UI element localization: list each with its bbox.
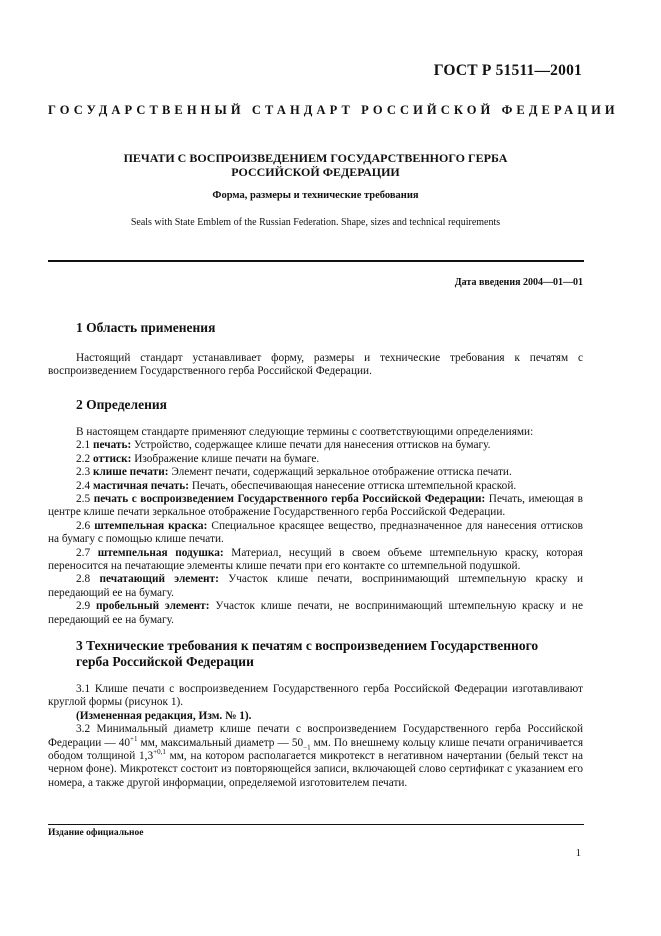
definition-number: 2.3	[76, 466, 91, 479]
edition-label: Издание официальное	[48, 828, 144, 838]
section-1-body	[48, 352, 583, 379]
definition-term: клише печати:	[92, 466, 169, 479]
section-3-heading	[76, 638, 538, 670]
text-run: мм, на котором располагается микротекст в негативном начертании (белый текст на черном фоне). Микротекст состоит из повторяющейся записи, включающей слово сертификат с указанием его номера, а также другой информации, определяемой изготовителем печати.	[48, 750, 583, 789]
tolerance-superscript: +0,1	[153, 748, 166, 757]
definition-term: штемпельная краска:	[94, 519, 208, 532]
paragraph: 3.1 Клише печати с воспроизведением Государственного герба Российской Федерации изготавливают круглой формы (рисунок 1).	[48, 683, 583, 709]
definition-text: Элемент печати, содержащий зеркальное отображение оттиска печати.	[171, 466, 512, 479]
document-title	[48, 151, 583, 179]
definition-item	[48, 453, 583, 466]
paragraph	[48, 723, 583, 790]
introduction-date: Дата введения 2004—01—01	[454, 277, 583, 288]
definition-text: Печать, обеспечивающая нанесение оттиска штемпельной краской.	[191, 479, 517, 492]
definition-text: Устройство, содержащее клише печати для нанесения оттисков на бумагу.	[134, 439, 491, 452]
section-2-body	[48, 426, 583, 627]
definition-term: оттиск:	[92, 452, 132, 465]
text-run: 3.2 Минимальный диаметр клише печати с воспроизведением Государственного герба Российской Федерации — 40	[48, 723, 583, 749]
definition-text: Участок клише печати, воспринимающий штемпельную краску и передающий ее на бумагу.	[48, 573, 584, 599]
definition-text: Участок клише печати, не воспринимающий штемпельную краску и не передающий ее на бумагу.	[48, 600, 583, 626]
tolerance-superscript: +1	[130, 734, 138, 743]
definition-item	[48, 480, 583, 493]
definition-term: печать с воспроизведением Государственного герба Российской Федерации:	[93, 493, 486, 506]
definition-text: Изображение клише печати на бумаге.	[134, 452, 320, 465]
tolerance-subscript: −1	[303, 742, 311, 751]
section-3-body	[48, 683, 583, 790]
definition-number: 2.9	[76, 600, 91, 613]
paragraph: Настоящий стандарт устанавливает форму, размеры и технические требования к печатям с воспроизведением Государственного герба Российской Федерации.	[48, 352, 583, 378]
definition-term: штемпельная подушка:	[97, 546, 224, 559]
definition-number: 2.6	[76, 519, 91, 532]
paragraph: В настоящем стандарте применяют следующие термины с соответствующими определениями:	[76, 426, 534, 438]
definition-term: пробельный элемент:	[95, 600, 210, 613]
definition-number: 2.4	[76, 479, 91, 492]
title-line-2: РОССИЙСКОЙ ФЕДЕРАЦИИ	[231, 165, 400, 179]
definition-text: Материал, несущий в своем объеме штемпельную краску, которая переносится на печатающие элементы клише печати при его контакте со штемпельной подушкой.	[48, 546, 583, 573]
definition-number: 2.7	[76, 546, 91, 559]
text-run: мм, максимальный диаметр — 50	[137, 736, 304, 749]
amendment-note: (Измененная редакция, Изм. № 1).	[76, 709, 252, 722]
definition-item	[48, 439, 583, 452]
definition-term: печатающий элемент:	[99, 573, 219, 586]
definition-term: печать:	[92, 439, 132, 452]
definition-text: Специальное красящее вещество, предназначенное для нанесения оттисков на бумагу с помощью клише печати.	[48, 519, 583, 546]
definition-text: Печать, имеющая в центре клише печати зеркальное отображение Государственного герба Российской Федерации.	[48, 493, 583, 519]
definition-item	[48, 520, 583, 547]
title-line-1: ПЕЧАТИ С ВОСПРОИЗВЕДЕНИЕМ ГОСУДАРСТВЕННОГО ГЕРБА	[123, 151, 508, 165]
section-3-heading-line-1: 3 Технические требования к печатям с воспроизведением Государственного	[76, 638, 539, 653]
state-standard-heading: ГОСУДАРСТВЕННЫЙ СТАНДАРТ РОССИЙСКОЙ ФЕДЕРАЦИИ	[48, 103, 619, 117]
text-run: мм. По внешнему кольцу клише печати ограничивается ободом толщиной 1,3	[48, 736, 584, 763]
definition-item	[48, 493, 583, 520]
header-rule	[48, 260, 584, 262]
page-number: 1	[575, 848, 581, 859]
section-3-heading-line-2: герба Российской Федерации	[76, 654, 254, 669]
definition-number: 2.5	[76, 493, 91, 506]
definition-term: мастичная печать:	[92, 479, 190, 492]
definition-item	[48, 573, 583, 600]
definition-item	[48, 466, 583, 479]
document-subtitle: Форма, размеры и технические требования	[212, 190, 419, 201]
definition-item	[48, 547, 583, 574]
section-1-heading: 1 Область применения	[76, 320, 216, 335]
definition-number: 2.8	[76, 573, 91, 586]
english-title: Seals with State Emblem of the Russian Federation. Shape, sizes and technical requirements	[130, 217, 501, 228]
section-2-heading: 2 Определения	[76, 397, 167, 412]
definition-number: 2.2	[76, 452, 91, 465]
gost-code: ГОСТ Р 51511—2001	[433, 62, 582, 79]
definition-item	[48, 600, 583, 627]
definition-number: 2.1	[76, 439, 91, 452]
footer-rule	[48, 824, 584, 825]
